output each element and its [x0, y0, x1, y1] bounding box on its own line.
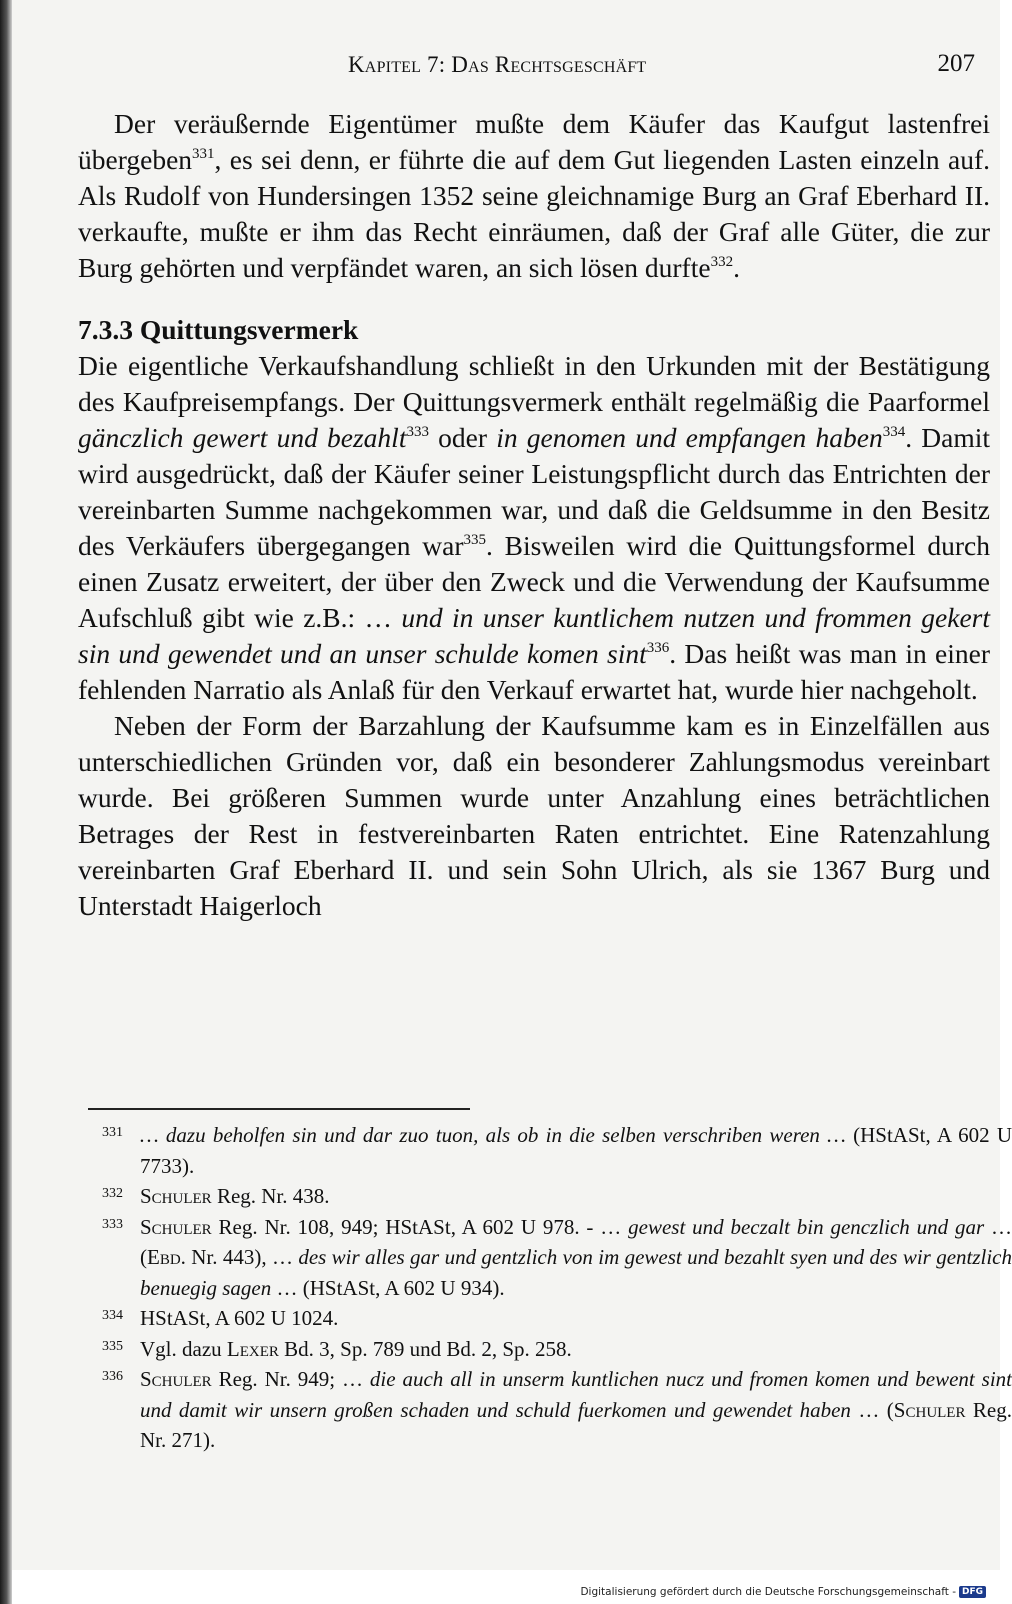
author-name: Schuler: [893, 1397, 966, 1422]
footnote-332: [88, 1181, 1012, 1212]
text-run: Die eigentliche Verkaufshandlung schließt in den Urkunden mit der Bestätigung des Kaufpreisempfangs. Der Quittungsvermerk enthält regelmäßig die Paarformel: [78, 350, 990, 417]
book-binding-edge: [0, 0, 12, 1604]
abbreviation: Ebd.: [147, 1245, 186, 1269]
italic-quote: gänczlich gewert und bezahlt: [78, 422, 407, 453]
text-run: Reg. Nr. 271).: [140, 1397, 1012, 1452]
footnote-number: 333: [102, 1216, 123, 1232]
text-run: Bd. 3, Sp. 789 und Bd. 2, Sp. 258.: [278, 1336, 572, 1361]
author-name: Schuler: [140, 1367, 212, 1391]
text-run: HStASt, A 602 U 1024.: [140, 1306, 339, 1330]
author-name: Lexer: [226, 1336, 279, 1361]
page-header: [12, 48, 1000, 84]
text-run: Reg. Nr. 108, 949; HStASt, A 602 U 978. - …: [211, 1214, 629, 1239]
section-heading: 7.3.3 Quittungsvermerk: [78, 314, 359, 345]
footnote-number: 334: [102, 1308, 123, 1323]
footnote-ref[interactable]: 334: [882, 424, 906, 440]
footnote-ref[interactable]: 331: [192, 146, 215, 162]
footnote-separator: [88, 1108, 470, 1110]
footnote-ref[interactable]: 333: [406, 424, 429, 440]
main-text: [78, 106, 990, 924]
digitization-credit: [580, 1586, 986, 1598]
text-run: . Bisweilen wird die Quittungsformel durch einen Zusatz erweitert, der über den Zweck und die Verwendung der Kaufsumme Aufschluß gibt wie z.B.: …: [78, 530, 990, 633]
text-run: … (: [850, 1397, 894, 1422]
text-run: Der veräußernde Eigentümer mußte dem Käufer das Kaufgut lastenfrei übergeben: [78, 108, 990, 175]
footnote-number: 336: [102, 1369, 123, 1384]
text-run: … (HStASt, A 602 U 934).: [271, 1275, 505, 1300]
footnote-333: [88, 1212, 1012, 1304]
italic-quote: die auch all in unserm kuntlichen nucz und fromen komen und bewent sint und damit wir unsern großen schaden und schuld fuerkomen und gewendet haben: [140, 1367, 1012, 1422]
text-run: oder: [428, 422, 497, 453]
footnotes: [88, 1120, 1012, 1456]
italic-quote: in genomen und empfangen haben: [496, 422, 883, 453]
text-run: Nr. 443), …: [185, 1245, 299, 1269]
page-number: 207: [937, 50, 975, 77]
dfg-logo: DFG: [959, 1586, 986, 1598]
text-run: … (: [140, 1214, 1012, 1269]
footnote-number: 331: [102, 1125, 123, 1140]
footnote-number: 335: [102, 1338, 123, 1354]
text-run: Reg. Nr. 438.: [211, 1184, 330, 1208]
footnote-number: 332: [102, 1186, 123, 1201]
text-run: (HStASt, A 602 U 7733).: [140, 1123, 1012, 1178]
text-run: Reg. Nr. 949; …: [211, 1367, 370, 1391]
text-run: , es sei denn, er führte die auf dem Gut liegenden Lasten einzeln auf. Als Rudolf von Hundersingen 1352 seine gleichnamige Burg an Graf Eberhard II. verkaufte, mußte er ihm das Recht einräumen, daß der Graf alle Güter, die zur Burg gehörten und verpfändet waren, an sich lösen durfte: [78, 144, 990, 283]
italic-quote: gewest und beczalt bin genczlich und gar: [628, 1214, 985, 1239]
footnote-ref[interactable]: 335: [463, 532, 486, 548]
text-run: Vgl. dazu: [140, 1336, 227, 1361]
italic-quote: … dazu beholfen sin und dar zuo tuon, als ob in die selben verschriben weren …: [140, 1123, 846, 1147]
footnote-335: [88, 1334, 1012, 1365]
footnote-331: [88, 1120, 1012, 1181]
text-run: . Das heißt was man in einer fehlenden Narratio als Anlaß für den Verkauf erwartet hat, wurde hier nachgeholt.: [78, 638, 991, 705]
footnote-ref[interactable]: 336: [646, 640, 670, 656]
author-name: Schuler: [140, 1214, 212, 1239]
paragraph-3: Neben der Form der Barzahlung der Kaufsumme kam es in Einzelfällen aus unterschiedlichen Gründen vor, daß ein besonderer Zahlungsmodus vereinbart wurde. Bei größeren Summen wurde unter Anzahlung eines beträchtlichen Betrages der Rest in festvereinbarten Raten entrichtet. Eine Ratenzahlung vereinbarten Graf Eberhard II. und sein Sohn Ulrich, als sie 1367 Burg und Unterstadt Haigerloch: [78, 710, 990, 921]
running-head-text: Kapitel 7: Das Rechtsgeschäft: [348, 52, 647, 77]
credit-text: Digitalisierung gefördert durch die Deutsche Forschungsgemeinschaft -: [580, 1586, 956, 1598]
paragraph-1: [78, 106, 990, 286]
author-name: Schuler: [140, 1184, 212, 1208]
italic-quote: und in unser kuntlichem nutzen und frommen gekert sin und gewendet und an unser schulde komen sint: [78, 602, 990, 669]
running-head: [348, 52, 646, 78]
footnote-336: [88, 1364, 1012, 1456]
footnote-334: [88, 1303, 1012, 1334]
book-page: [12, 0, 1012, 1570]
text-run: . Damit wird ausgedrückt, daß der Käufer seiner Leistungspflicht durch das Entrichten der vereinbarten Summe nachgekommen war, und daß die Geldsumme in den Besitz des Verkäufers übergegangen war: [78, 422, 990, 561]
text-run: .: [733, 252, 740, 283]
italic-quote: des wir alles gar und gentzlich von im gewest und bezahlt syen und des wir gentzlich benuegig sagen: [140, 1245, 1012, 1300]
footnote-ref[interactable]: 332: [710, 254, 734, 270]
paragraph-2: [78, 348, 990, 708]
